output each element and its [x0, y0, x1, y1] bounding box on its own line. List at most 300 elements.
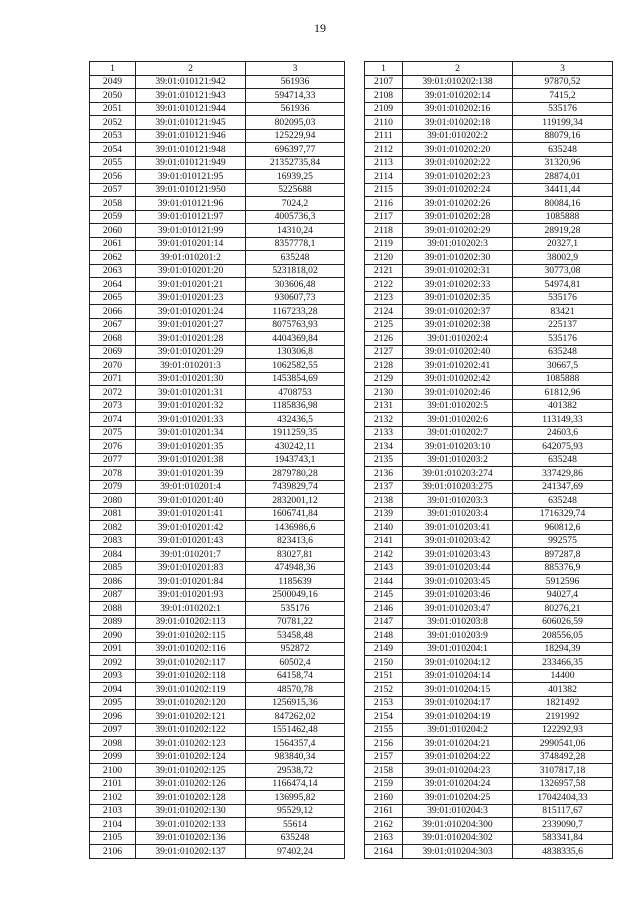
table-row: [365, 615, 613, 629]
cadastral-value: 823413,6: [246, 534, 345, 548]
row-number: 2102: [90, 791, 136, 805]
cadastral-number: 39:01:010203:4: [403, 507, 513, 521]
cadastral-value: 642075,93: [513, 440, 613, 454]
row-number: 2159: [365, 777, 403, 791]
row-number: 2128: [365, 359, 403, 373]
table-row: [365, 305, 613, 319]
cadastral-number: 39:01:010202:7: [403, 426, 513, 440]
cadastral-number: 39:01:010202:23: [403, 170, 513, 184]
cadastral-number: 39:01:010203:9: [403, 629, 513, 643]
cadastral-value: 34411,44: [513, 183, 613, 197]
row-number: 2066: [90, 305, 136, 319]
cadastral-number: 39:01:010202:29: [403, 224, 513, 238]
cadastral-value: 60502,4: [246, 656, 345, 670]
cadastral-value: 474948,36: [246, 561, 345, 575]
cadastral-value: 5231818,02: [246, 264, 345, 278]
table-row: [90, 791, 345, 805]
header-row: [365, 62, 613, 76]
table-row: [365, 278, 613, 292]
cadastral-number: 39:01:010201:7: [136, 548, 246, 562]
row-number: 2139: [365, 507, 403, 521]
row-number: 2081: [90, 507, 136, 521]
table-row: [365, 575, 613, 589]
table-row: [90, 278, 345, 292]
table-row: [90, 440, 345, 454]
row-number: 2085: [90, 561, 136, 575]
row-number: 2149: [365, 642, 403, 656]
cadastral-number: 39:01:010201:31: [136, 386, 246, 400]
table-row: [90, 143, 345, 157]
cadastral-value: 31320,96: [513, 156, 613, 170]
cadastral-number: 39:01:010201:38: [136, 453, 246, 467]
cadastral-value: 802095,03: [246, 116, 345, 130]
row-number: 2074: [90, 413, 136, 427]
cadastral-number: 39:01:010202:16: [403, 102, 513, 116]
table-row: [365, 602, 613, 616]
cadastral-number: 39:01:010202:1: [136, 602, 246, 616]
cadastral-value: 337429,86: [513, 467, 613, 481]
row-number: 2131: [365, 399, 403, 413]
cadastral-number: 39:01:010203:45: [403, 575, 513, 589]
table-row: [365, 251, 613, 265]
row-number: 2129: [365, 372, 403, 386]
cadastral-number: 39:01:010201:23: [136, 291, 246, 305]
row-number: 2069: [90, 345, 136, 359]
table-row: [365, 480, 613, 494]
cadastral-number: 39:01:010203:43: [403, 548, 513, 562]
row-number: 2051: [90, 102, 136, 116]
table-row: [365, 440, 613, 454]
cadastral-number: 39:01:010204:15: [403, 683, 513, 697]
table-row: [90, 683, 345, 697]
table-row: [365, 588, 613, 602]
table-row: [365, 345, 613, 359]
row-number: 2057: [90, 183, 136, 197]
table-row: [365, 156, 613, 170]
row-number: 2146: [365, 602, 403, 616]
cadastral-number: 39:01:010121:949: [136, 156, 246, 170]
table-row: [365, 777, 613, 791]
cadastral-number: 39:01:010204:3: [403, 804, 513, 818]
cadastral-number: 39:01:010204:12: [403, 656, 513, 670]
table-row: [90, 318, 345, 332]
row-number: 2092: [90, 656, 136, 670]
cadastral-value: 561936: [246, 102, 345, 116]
cadastral-value: 18294,39: [513, 642, 613, 656]
row-number: 2061: [90, 237, 136, 251]
cadastral-number: 39:01:010202:28: [403, 210, 513, 224]
table-row: [90, 804, 345, 818]
table-row: [90, 669, 345, 683]
cadastral-number: 39:01:010202:31: [403, 264, 513, 278]
cadastral-number: 39:01:010203:274: [403, 467, 513, 481]
cadastral-number: 39:01:010202:24: [403, 183, 513, 197]
cadastral-value: 119199,34: [513, 116, 613, 130]
cadastral-value: 847262,02: [246, 710, 345, 724]
table-row: [365, 723, 613, 737]
table-row: [90, 372, 345, 386]
table-row: [365, 845, 613, 859]
table-row: [365, 426, 613, 440]
table-row: [90, 170, 345, 184]
cadastral-value: 14310,24: [246, 224, 345, 238]
row-number: 2089: [90, 615, 136, 629]
row-number: 2094: [90, 683, 136, 697]
table-row: [90, 413, 345, 427]
table-row: [90, 602, 345, 616]
table-row: [365, 399, 613, 413]
table-row: [365, 521, 613, 535]
cadastral-number: 39:01:010201:39: [136, 467, 246, 481]
cadastral-value: 594714,33: [246, 89, 345, 103]
cadastral-value: 48570,78: [246, 683, 345, 697]
cadastral-number: 39:01:010201:40: [136, 494, 246, 508]
cadastral-number: 39:01:010201:20: [136, 264, 246, 278]
cadastral-number: 39:01:010202:35: [403, 291, 513, 305]
row-number: 2050: [90, 89, 136, 103]
table-row: [90, 197, 345, 211]
cadastral-number: 39:01:010202:40: [403, 345, 513, 359]
cadastral-value: 1166474,14: [246, 777, 345, 791]
table-row: [90, 710, 345, 724]
cadastral-value: 54974,81: [513, 278, 613, 292]
row-number: 2084: [90, 548, 136, 562]
cadastral-number: 39:01:010203:10: [403, 440, 513, 454]
cadastral-number: 39:01:010202:33: [403, 278, 513, 292]
row-number: 2130: [365, 386, 403, 400]
cadastral-number: 39:01:010121:942: [136, 75, 246, 89]
cadastral-value: 2339090,7: [513, 818, 613, 832]
table-row: [365, 197, 613, 211]
row-number: 2118: [365, 224, 403, 238]
row-number: 2133: [365, 426, 403, 440]
cadastral-value: 815117,67: [513, 804, 613, 818]
cadastral-value: 897287,8: [513, 548, 613, 562]
cadastral-value: 24603,6: [513, 426, 613, 440]
table-row: [90, 237, 345, 251]
cadastral-number: 39:01:010203:46: [403, 588, 513, 602]
cadastral-number: 39:01:010202:41: [403, 359, 513, 373]
cadastral-value: 3107817,18: [513, 764, 613, 778]
cadastral-value: 94027,4: [513, 588, 613, 602]
cadastral-number: 39:01:010202:5: [403, 399, 513, 413]
table-row: [365, 89, 613, 103]
row-number: 2079: [90, 480, 136, 494]
cadastral-value: 1606741,84: [246, 507, 345, 521]
cadastral-number: 39:01:010202:115: [136, 629, 246, 643]
row-number: 2162: [365, 818, 403, 832]
cadastral-value: 432436,5: [246, 413, 345, 427]
row-number: 2124: [365, 305, 403, 319]
row-number: 2103: [90, 804, 136, 818]
cadastral-value: 535176: [513, 332, 613, 346]
cadastral-number: 39:01:010201:83: [136, 561, 246, 575]
cadastral-value: 635248: [513, 143, 613, 157]
cadastral-value: 1911259,35: [246, 426, 345, 440]
cadastral-number: 39:01:010202:118: [136, 669, 246, 683]
cadastral-value: 28874,01: [513, 170, 613, 184]
table-row: [90, 75, 345, 89]
row-number: 2080: [90, 494, 136, 508]
cadastral-number: 39:01:010204:303: [403, 845, 513, 859]
cadastral-number: 39:01:010121:950: [136, 183, 246, 197]
cadastral-number: 39:01:010202:121: [136, 710, 246, 724]
cadastral-value: 561936: [246, 75, 345, 89]
cadastral-value: 80084,16: [513, 197, 613, 211]
row-number: 2132: [365, 413, 403, 427]
row-number: 2155: [365, 723, 403, 737]
row-number: 2104: [90, 818, 136, 832]
cadastral-value: 606026,59: [513, 615, 613, 629]
row-number: 2157: [365, 750, 403, 764]
cadastral-number: 39:01:010202:20: [403, 143, 513, 157]
cadastral-number: 39:01:010204:302: [403, 831, 513, 845]
row-number: 2077: [90, 453, 136, 467]
table-row: [90, 467, 345, 481]
cadastral-number: 39:01:010202:46: [403, 386, 513, 400]
table-row: [365, 413, 613, 427]
row-number: 2053: [90, 129, 136, 143]
row-number: 2117: [365, 210, 403, 224]
row-number: 2148: [365, 629, 403, 643]
table-row: [365, 183, 613, 197]
row-number: 2071: [90, 372, 136, 386]
cadastral-number: 39:01:010204:23: [403, 764, 513, 778]
cadastral-number: 39:01:010201:84: [136, 575, 246, 589]
cadastral-value: 1085888: [513, 210, 613, 224]
data-table-left: [89, 61, 345, 859]
table-row: [90, 561, 345, 575]
table-row: [90, 89, 345, 103]
cadastral-value: 17042404,33: [513, 791, 613, 805]
table-row: [365, 710, 613, 724]
table-row: [365, 386, 613, 400]
cadastral-number: 39:01:010202:113: [136, 615, 246, 629]
row-number: 2056: [90, 170, 136, 184]
table-row: [365, 467, 613, 481]
cadastral-number: 39:01:010121:944: [136, 102, 246, 116]
cadastral-number: 39:01:010202:42: [403, 372, 513, 386]
table-row: [90, 629, 345, 643]
cadastral-number: 39:01:010202:117: [136, 656, 246, 670]
table-row: [365, 372, 613, 386]
table-row: [90, 615, 345, 629]
cadastral-value: 70781,22: [246, 615, 345, 629]
cadastral-number: 39:01:010121:96: [136, 197, 246, 211]
cadastral-value: 30667,5: [513, 359, 613, 373]
cadastral-value: 992575: [513, 534, 613, 548]
row-number: 2145: [365, 588, 403, 602]
cadastral-value: 1453854,69: [246, 372, 345, 386]
table-row: [90, 845, 345, 859]
cadastral-number: 39:01:010203:42: [403, 534, 513, 548]
cadastral-number: 39:01:010201:42: [136, 521, 246, 535]
cadastral-number: 39:01:010203:41: [403, 521, 513, 535]
cadastral-value: 208556,05: [513, 629, 613, 643]
row-number: 2153: [365, 696, 403, 710]
cadastral-number: 39:01:010201:30: [136, 372, 246, 386]
row-number: 2100: [90, 764, 136, 778]
table-row: [365, 453, 613, 467]
table-row: [90, 426, 345, 440]
row-number: 2091: [90, 642, 136, 656]
cadastral-value: 241347,69: [513, 480, 613, 494]
cadastral-number: 39:01:010202:133: [136, 818, 246, 832]
cadastral-number: 39:01:010201:35: [136, 440, 246, 454]
table-row: [365, 359, 613, 373]
table-row: [90, 210, 345, 224]
row-number: 2134: [365, 440, 403, 454]
cadastral-value: 635248: [246, 251, 345, 265]
row-number: 2161: [365, 804, 403, 818]
cadastral-value: 30773,08: [513, 264, 613, 278]
cadastral-value: 97870,52: [513, 75, 613, 89]
cadastral-value: 136995,82: [246, 791, 345, 805]
cadastral-value: 696397,77: [246, 143, 345, 157]
cadastral-number: 39:01:010202:22: [403, 156, 513, 170]
cadastral-value: 1085888: [513, 372, 613, 386]
cadastral-value: 401382: [513, 683, 613, 697]
column-header: 3: [246, 62, 345, 76]
row-number: 2049: [90, 75, 136, 89]
cadastral-value: 53458,48: [246, 629, 345, 643]
cadastral-value: 38002,9: [513, 251, 613, 265]
cadastral-value: 983840,34: [246, 750, 345, 764]
table-row: [365, 534, 613, 548]
table-row: [365, 210, 613, 224]
row-number: 2072: [90, 386, 136, 400]
cadastral-value: 125229,94: [246, 129, 345, 143]
cadastral-number: 39:01:010202:37: [403, 305, 513, 319]
cadastral-number: 39:01:010201:28: [136, 332, 246, 346]
table-row: [365, 494, 613, 508]
row-number: 2114: [365, 170, 403, 184]
row-number: 2158: [365, 764, 403, 778]
cadastral-value: 1326957,58: [513, 777, 613, 791]
table-row: [365, 804, 613, 818]
row-number: 2078: [90, 467, 136, 481]
cadastral-number: 39:01:010204:2: [403, 723, 513, 737]
row-number: 2136: [365, 467, 403, 481]
cadastral-number: 39:01:010204:22: [403, 750, 513, 764]
cadastral-value: 635248: [513, 345, 613, 359]
table-row: [90, 548, 345, 562]
cadastral-number: 39:01:010202:30: [403, 251, 513, 265]
row-number: 2141: [365, 534, 403, 548]
cadastral-value: 430242,11: [246, 440, 345, 454]
row-number: 2073: [90, 399, 136, 413]
cadastral-value: 1551462,48: [246, 723, 345, 737]
table-row: [90, 399, 345, 413]
table-row: [90, 521, 345, 535]
table-row: [365, 237, 613, 251]
table-row: [365, 170, 613, 184]
cadastral-value: 303606,48: [246, 278, 345, 292]
cadastral-value: 14400: [513, 669, 613, 683]
cadastral-value: 2990541,06: [513, 737, 613, 751]
row-number: 2086: [90, 575, 136, 589]
row-number: 2096: [90, 710, 136, 724]
row-number: 2082: [90, 521, 136, 535]
cadastral-number: 39:01:010202:6: [403, 413, 513, 427]
cadastral-number: 39:01:010201:3: [136, 359, 246, 373]
table-row: [90, 507, 345, 521]
cadastral-value: 5225688: [246, 183, 345, 197]
row-number: 2122: [365, 278, 403, 292]
cadastral-number: 39:01:010202:119: [136, 683, 246, 697]
cadastral-number: 39:01:010202:125: [136, 764, 246, 778]
table-row: [90, 224, 345, 238]
cadastral-value: 21352735,84: [246, 156, 345, 170]
row-number: 2107: [365, 75, 403, 89]
row-number: 2067: [90, 318, 136, 332]
table-row: [365, 116, 613, 130]
table-row: [90, 359, 345, 373]
row-number: 2142: [365, 548, 403, 562]
cadastral-number: 39:01:010203:8: [403, 615, 513, 629]
cadastral-value: 16939,25: [246, 170, 345, 184]
cadastral-value: 885376,9: [513, 561, 613, 575]
table-row: [365, 764, 613, 778]
row-number: 2127: [365, 345, 403, 359]
row-number: 2068: [90, 332, 136, 346]
cadastral-value: 130306,8: [246, 345, 345, 359]
cadastral-value: 29538,72: [246, 764, 345, 778]
table-row: [90, 102, 345, 116]
table-row: [90, 183, 345, 197]
cadastral-value: 2500049,16: [246, 588, 345, 602]
cadastral-number: 39:01:010121:946: [136, 129, 246, 143]
cadastral-value: 2832001,12: [246, 494, 345, 508]
cadastral-number: 39:01:010202:130: [136, 804, 246, 818]
page-number: 19: [314, 21, 326, 35]
table-row: [90, 345, 345, 359]
row-number: 2160: [365, 791, 403, 805]
cadastral-value: 401382: [513, 399, 613, 413]
table-row: [90, 264, 345, 278]
column-header: 2: [136, 62, 246, 76]
cadastral-value: 83421: [513, 305, 613, 319]
table-row: [365, 629, 613, 643]
table-row: [365, 696, 613, 710]
table-row: [365, 548, 613, 562]
table-row: [365, 683, 613, 697]
row-number: 2101: [90, 777, 136, 791]
row-number: 2109: [365, 102, 403, 116]
cadastral-number: 39:01:010203:275: [403, 480, 513, 494]
row-number: 2111: [365, 129, 403, 143]
cadastral-number: 39:01:010121:945: [136, 116, 246, 130]
table-row: [365, 143, 613, 157]
table-row: [365, 129, 613, 143]
cadastral-number: 39:01:010202:136: [136, 831, 246, 845]
table-row: [365, 656, 613, 670]
table-row: [90, 534, 345, 548]
row-number: 2125: [365, 318, 403, 332]
row-number: 2052: [90, 116, 136, 130]
table-row: [90, 642, 345, 656]
row-number: 2062: [90, 251, 136, 265]
row-number: 2095: [90, 696, 136, 710]
row-number: 2113: [365, 156, 403, 170]
row-number: 2120: [365, 251, 403, 265]
table-row: [90, 656, 345, 670]
cadastral-value: 4838335,6: [513, 845, 613, 859]
cadastral-number: 39:01:010202:2: [403, 129, 513, 143]
row-number: 2150: [365, 656, 403, 670]
row-number: 2065: [90, 291, 136, 305]
cadastral-number: 39:01:010202:124: [136, 750, 246, 764]
